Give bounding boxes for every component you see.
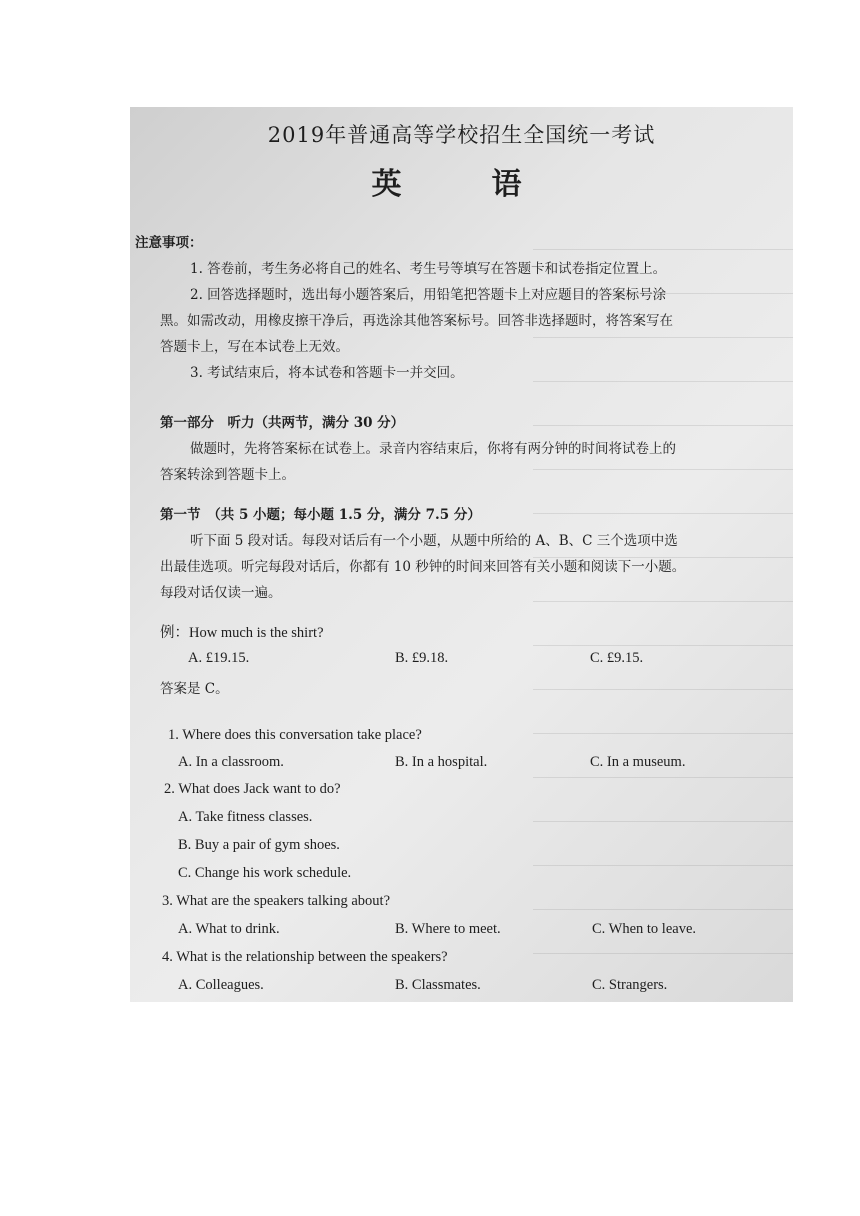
- example-option-a: A. £19.15.: [188, 650, 250, 666]
- part1-heading: 第一部分 听力（共两节，满分 30 分）: [160, 415, 405, 431]
- question-2-option-c: C. Change his work schedule.: [178, 865, 352, 881]
- bleed-through-texture: [533, 227, 793, 987]
- question-2-option-b: B. Buy a pair of gym shoes.: [178, 837, 340, 853]
- question-4-option-a: A. Colleagues.: [178, 977, 264, 993]
- notes-item: 1. 答卷前，考生务必将自己的姓名、考生号等填写在答题卡和试卷指定位置上。: [190, 261, 667, 277]
- question-4-option-b: B. Classmates.: [395, 977, 481, 993]
- notes-item: 3. 考试结束后，将本试卷和答题卡一并交回。: [190, 365, 464, 381]
- notes-item: 黑。如需改动，用橡皮擦干净后，再选涂其他答案标号。回答非选择题时，将答案写在: [160, 313, 673, 329]
- part1-line: 做题时，先将答案标在试卷上。录音内容结束后，你将有两分钟的时间将试卷上的: [190, 441, 676, 457]
- question-2: 2. What does Jack want to do?: [164, 781, 341, 797]
- notes-heading: 注意事项：: [135, 235, 203, 251]
- example-question: 例：How much is the shirt?: [160, 625, 324, 641]
- example-answer: 答案是 C。: [160, 681, 229, 697]
- example-option-b: B. £9.18.: [395, 650, 449, 666]
- question-4: 4. What is the relationship between the speakers?: [162, 949, 448, 965]
- section1-line: 听下面 5 段对话。每段对话后有一个小题，从题中所给的 A、B、C 三个选项中选: [190, 533, 678, 549]
- question-3-option-c: C. When to leave.: [592, 921, 697, 937]
- question-1-option-b: B. In a hospital.: [395, 754, 488, 770]
- exam-title: 2019年普通高等学校招生全国统一考试: [267, 123, 656, 147]
- section1-heading: 第一节 （共 5 小题；每小题 1.5 分，满分 7.5 分）: [160, 507, 481, 523]
- part1-line: 答案转涂到答题卡上。: [160, 467, 295, 483]
- question-1-option-a: A. In a classroom.: [178, 754, 284, 770]
- question-1: 1. Where does this conversation take place?: [168, 727, 422, 743]
- subject-heading: 英 语: [371, 167, 552, 202]
- notes-item: 答题卡上，写在本试卷上无效。: [160, 339, 349, 355]
- section1-line: 每段对话仅读一遍。: [160, 585, 282, 601]
- notes-item: 2. 回答选择题时，选出每小题答案后，用铅笔把答题卡上对应题目的答案标号涂: [190, 287, 667, 303]
- question-2-option-a: A. Take fitness classes.: [178, 809, 313, 825]
- question-3-option-b: B. Where to meet.: [395, 921, 501, 937]
- section1-line: 出最佳选项。听完每段对话后，你都有 10 秒钟的时间来回答有关小题和阅读下一小题。: [160, 559, 686, 575]
- exam-paper-photo: [130, 107, 793, 1002]
- question-3-option-a: A. What to drink.: [178, 921, 280, 937]
- example-option-c: C. £9.15.: [590, 650, 644, 666]
- question-1-option-c: C. In a museum.: [590, 754, 686, 770]
- question-3: 3. What are the speakers talking about?: [162, 893, 391, 909]
- question-4-option-c: C. Strangers.: [592, 977, 668, 993]
